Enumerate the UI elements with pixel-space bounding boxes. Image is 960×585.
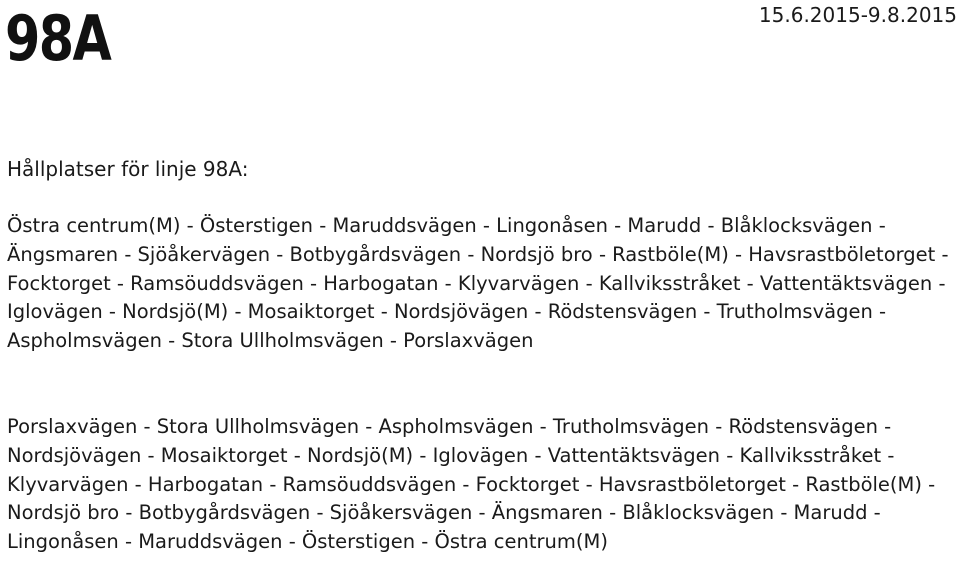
outbound-stop-list: Östra centrum(M) - Österstigen - Maruddsvägen - Lingonåsen - Marudd - Blåklocksvägen - Ängsmaren - Sjöåkervägen - Botbygårdsvägen - Nordsjö bro - Rastböle(M) - Havsrastböletorget - Focktorget - Ramsöuddsvägen - Harbogatan - Klyvarvägen - Kallviksstråket - Vattentäktsvägen - Iglovägen - Nordsjö(M) - Mosaiktorget - Nordsjövägen - Rödstensvägen - Trutholmsvägen - Aspholmsvägen - Stora Ullholmsvägen - Porslaxvägen (7, 214, 949, 353)
inbound-stop-list: Porslaxvägen - Stora Ullholmsvägen - Aspholmsvägen - Trutholmsvägen - Rödstensvägen - Nordsjövägen - Mosaiktorget - Nordsjö(M) - Iglovägen - Vattentäktsvägen - Kallviksstråket - Klyvarvägen - Harbogatan - Ramsöuddsvägen - Focktorget - Havsrastböletorget - Rastböle(M) - Nordsjö bro - Botbygårdsvägen - Sjöåkersvägen - Ängsmaren - Blåklocksvägen - Marudd - Lingonåsen - Maruddsvägen - Österstigen - Östra centrum(M) (7, 415, 936, 554)
date-range: 15.6.2015-9.8.2015 (758, 3, 957, 27)
stops-heading: Hållplatser för linje 98A: (7, 157, 249, 181)
route-number: 98A (5, 2, 111, 75)
